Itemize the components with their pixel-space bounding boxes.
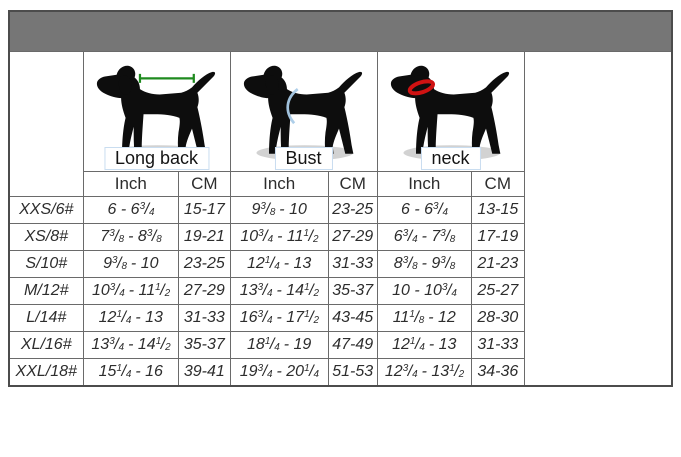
bust-cm-cell: 23-25: [328, 197, 377, 224]
size-cell: M/12#: [9, 278, 83, 305]
title-banner: [9, 11, 672, 52]
neck-cm-cell: 21-23: [472, 251, 524, 278]
dog-figure-neck: [377, 52, 524, 172]
neck-cm-cell: 34-36: [472, 359, 524, 387]
neck-cm-cell: 28-30: [472, 305, 524, 332]
bust-inch-cell: $13^3/_4 - 14^1/_2$: [230, 278, 328, 305]
bust-cm-cell: 31-33: [328, 251, 377, 278]
back-length-indicator-icon: [139, 74, 193, 83]
dog-body: [390, 66, 508, 154]
dog-figure-bust: [230, 52, 377, 172]
long-back-inch-cell: $9^3/_8 - 10$: [83, 251, 179, 278]
neck-cm-cell: 25-27: [472, 278, 524, 305]
long-back-cm-cell: 35-37: [179, 332, 230, 359]
long-back-inch-cell: $13^3/_4 - 14^1/_2$: [83, 332, 179, 359]
long-back-inch-cell: $7^3/_8 - 8^3/_8$: [83, 224, 179, 251]
bust-inch-cell: $18^1/_4 - 19$: [230, 332, 328, 359]
empty-right-column: [524, 52, 672, 387]
bust-inch-header: Inch: [230, 172, 328, 197]
neck-inch-cell: $8^3/_8 - 9^3/_8$: [377, 251, 472, 278]
long-back-cm-header: CM: [179, 172, 230, 197]
neck-inch-cell: $12^1/_4 - 13$: [377, 332, 472, 359]
size-cell: S/10#: [9, 251, 83, 278]
long-back-inch-cell: $6 - 6^3/_4$: [83, 197, 179, 224]
bust-inch-cell: $12^1/_4 - 13$: [230, 251, 328, 278]
bust-cm-cell: 35-37: [328, 278, 377, 305]
dog-silhouette: [231, 64, 377, 160]
size-cell: XL/16#: [9, 332, 83, 359]
long-back-cm-cell: 15-17: [179, 197, 230, 224]
bust-inch-cell: $16^3/_4 - 17^1/_2$: [230, 305, 328, 332]
neck-inch-cell: $6^3/_4 - 7^3/_8$: [377, 224, 472, 251]
size-cell: L/14#: [9, 305, 83, 332]
bust-inch-cell: $10^3/_4 - 11^1/_2$: [230, 224, 328, 251]
measurement-label-long-back: Long back: [104, 147, 209, 170]
bust-inch-cell: $9^3/_8 - 10$: [230, 197, 328, 224]
corner-cell: [9, 52, 83, 197]
bust-cm-cell: 27-29: [328, 224, 377, 251]
bust-cm-cell: 51-53: [328, 359, 377, 387]
bust-inch-cell: $19^3/_4 - 20^1/_4$: [230, 359, 328, 387]
size-chart-table: [8, 10, 673, 387]
neck-cm-cell: 17-19: [472, 224, 524, 251]
measurement-label-neck: neck: [420, 147, 480, 170]
size-cell: XXL/18#: [9, 359, 83, 387]
measurement-label-bust: Bust: [274, 147, 332, 170]
banner-row: [9, 11, 672, 52]
long-back-inch-cell: $10^3/_4 - 11^1/_2$: [83, 278, 179, 305]
dog-body: [243, 66, 361, 154]
bust-cm-cell: 47-49: [328, 332, 377, 359]
bust-cm-header: CM: [328, 172, 377, 197]
long-back-inch-header: Inch: [83, 172, 179, 197]
dog-figure-row: [9, 52, 672, 172]
neck-cm-cell: 13-15: [472, 197, 524, 224]
bust-cm-cell: 43-45: [328, 305, 377, 332]
dog-silhouette: [84, 64, 230, 160]
neck-inch-cell: $12^3/_4 - 13^1/_2$: [377, 359, 472, 387]
dog-silhouette: [378, 64, 524, 160]
long-back-cm-cell: 27-29: [179, 278, 230, 305]
neck-inch-cell: $6 - 6^3/_4$: [377, 197, 472, 224]
neck-inch-cell: $10 - 10^3/_4$: [377, 278, 472, 305]
neck-cm-cell: 31-33: [472, 332, 524, 359]
neck-inch-header: Inch: [377, 172, 472, 197]
long-back-inch-cell: $15^1/_4 - 16$: [83, 359, 179, 387]
long-back-cm-cell: 23-25: [179, 251, 230, 278]
size-cell: XXS/6#: [9, 197, 83, 224]
long-back-cm-cell: 31-33: [179, 305, 230, 332]
long-back-cm-cell: 39-41: [179, 359, 230, 387]
dog-figure-long-back: [83, 52, 230, 172]
neck-cm-header: CM: [472, 172, 524, 197]
long-back-inch-cell: $12^1/_4 - 13$: [83, 305, 179, 332]
long-back-cm-cell: 19-21: [179, 224, 230, 251]
neck-inch-cell: $11^1/_8 - 12$: [377, 305, 472, 332]
size-cell: XS/8#: [9, 224, 83, 251]
